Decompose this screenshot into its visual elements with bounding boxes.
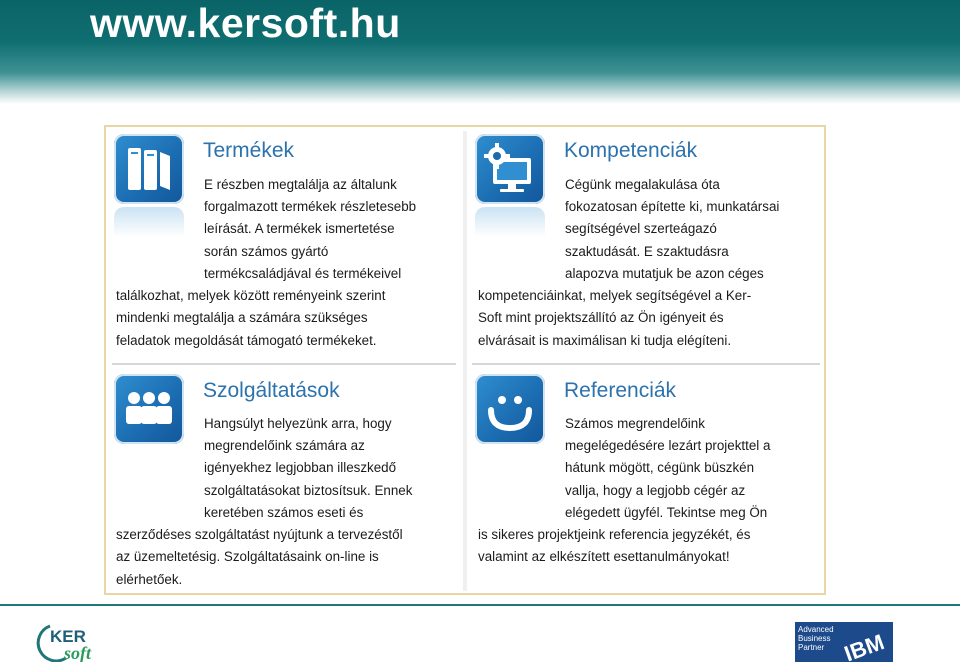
text-line: valamint az elkészített esettanulmányokat!: [478, 549, 730, 564]
text-line: feladatok megoldását támogató termékeket.: [116, 333, 377, 348]
kersoft-logo[interactable]: [36, 620, 116, 662]
text-line: keretében számos eseti és: [204, 505, 364, 520]
section-description: [467, 127, 824, 363]
text-line: elégedett ügyfél. Tekintse meg Ön: [565, 505, 768, 520]
text-line: termékcsaládjával és termékeivel: [204, 266, 402, 281]
text-line: igényekhez legjobban illeszkedő: [204, 460, 397, 475]
text-line: Hangsúlyt helyezünk arra, hogy: [204, 416, 392, 431]
content-panel: [104, 125, 826, 595]
row-divider-right: [472, 363, 820, 365]
partner-line-3: Partner: [798, 643, 825, 652]
text-line: találkozhat, melyek között reményeink szerint: [116, 288, 386, 303]
text-line: Számos megrendelőink: [565, 416, 705, 431]
section-title: Termékek: [203, 139, 295, 162]
partner-line-2: Business: [798, 634, 831, 643]
logo-text-top: KER: [50, 627, 86, 646]
text-line: E részben megtalálja az általunk: [204, 177, 397, 192]
section-title: Szolgáltatások: [203, 379, 340, 402]
section-title: Kompetenciák: [564, 139, 698, 162]
text-line: Cégünk megalakulása óta: [565, 177, 720, 192]
section-referenciak[interactable]: [467, 367, 824, 593]
ibm-partner-logo[interactable]: [795, 622, 895, 664]
section-description: [106, 127, 461, 363]
text-line: elvárásait is maximálisan ki tudja elégíteni.: [478, 333, 732, 348]
text-line: Soft mint projektszállító az Ön igényeit és: [478, 310, 724, 325]
text-line: az üzemeltetésig. Szolgáltatásaink on-line is: [116, 549, 379, 564]
text-line: során számos gyártó: [204, 244, 329, 259]
text-line: szerződéses szolgáltatást nyújtunk a tervezéstől: [116, 527, 403, 542]
text-line: is sikeres projektjeink referencia jegyzékét, és: [478, 527, 751, 542]
text-line: alapozva mutatjuk be azon céges: [565, 266, 764, 281]
text-line: vallja, hogy a legjobb cégér az: [565, 483, 746, 498]
text-line: mindenki megtalálja a számára szükséges: [116, 310, 368, 325]
text-line: hátunk mögött, cégünk büszkén: [565, 460, 755, 475]
text-line: leírását. A termékek ismertetése: [204, 221, 395, 236]
text-line: szaktudását. E szaktudásra: [565, 244, 729, 259]
section-termekek[interactable]: [106, 127, 461, 363]
section-szolgaltatasok[interactable]: [106, 367, 461, 593]
row-divider-left: [112, 363, 456, 365]
text-line: kompetenciáinkat, melyek segítségével a Ker-: [478, 288, 752, 303]
text-line: szolgáltatásokat biztosítsuk. Ennek: [204, 483, 413, 498]
logo-text-bottom: soft: [64, 643, 91, 662]
ibm-brand: IBM: [840, 629, 888, 664]
text-line: segítségével szerteágazó: [565, 221, 717, 236]
text-line: megelégedésére lezárt projekttel a: [565, 438, 771, 453]
section-title: Referenciák: [564, 379, 677, 402]
section-description: [106, 367, 461, 593]
text-line: forgalmazott termékek részletesebb: [204, 199, 417, 214]
footer-divider: [0, 604, 960, 606]
header-banner: [0, 0, 960, 104]
partner-line-1: Advanced: [798, 625, 834, 634]
site-url-title: www.kersoft.hu: [90, 0, 401, 46]
section-description: [467, 367, 824, 593]
text-line: megrendelőink számára az: [204, 438, 365, 453]
text-line: elérhetőek.: [116, 572, 183, 587]
section-kompetenciak[interactable]: [467, 127, 824, 363]
text-line: fokozatosan építette ki, munkatársai: [565, 199, 780, 214]
